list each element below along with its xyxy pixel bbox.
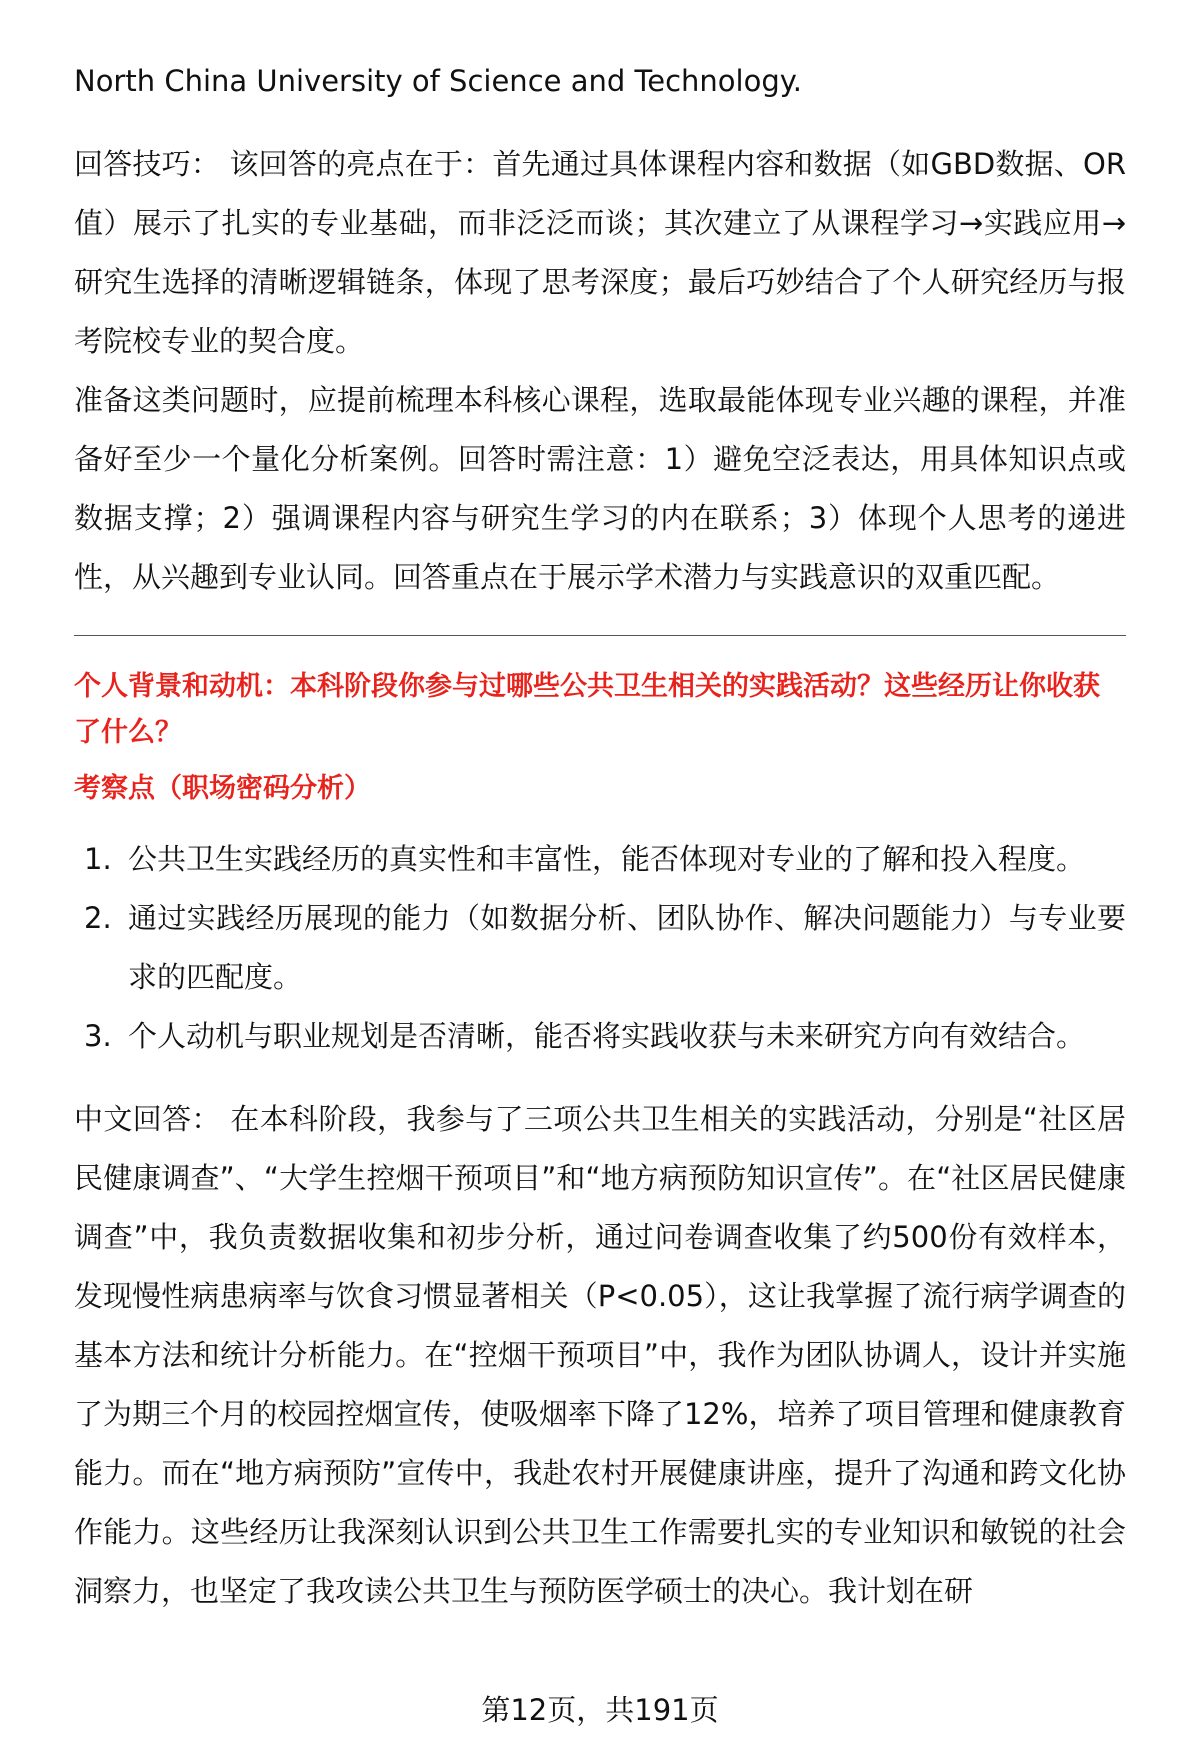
spacer <box>74 1066 1126 1090</box>
list-number: 2. <box>84 901 112 935</box>
list-number: 3. <box>84 1019 112 1053</box>
answer-tips-paragraph: 回答技巧： 该回答的亮点在于：首先通过具体课程内容和数据（如GBD数据、OR值）展示了扎实的专业基础，而非泛泛而谈；其次建立了从课程学习→实践应用→研究生选择的清晰逻辑链条，体现了思考深度；最后巧妙结合了个人研究经历与报考院校专业的契合度。 <box>74 147 1126 358</box>
preparation-advice-paragraph: 准备这类问题时，应提前梳理本科核心课程，选取最能体现专业兴趣的课程，并准备好至少一个量化分析案例。回答时需注意：1）避免空泛表达，用具体知识点或数据支撑；2）强调课程内容与研究生学习的内在联系；3）体现个人思考的递进性，从兴趣到专业认同。回答重点在于展示学术潜力与实践意识的双重匹配。 <box>74 383 1126 594</box>
list-number: 1. <box>84 842 112 876</box>
page-number-footer: 第12页，共191页 <box>481 1693 719 1727</box>
university-name-line: North China University of Science and Technology. <box>74 64 803 98</box>
chinese-answer-paragraph: 中文回答： 在本科阶段，我参与了三项公共卫生相关的实践活动，分别是“社区居民健康调查”、“大学生控烟干预项目”和“地方病预防知识宣传”。在“社区居民健康调查”中，我负责数据收集和初步分析，通过问卷调查收集了约500份有效样本，发现慢性病患病率与饮食习惯显著相关（P<0.05），这让我掌握了流行病学调查的基本方法和统计分析能力。在“控烟干预项目”中，我作为团队协调人，设计并实施了为期三个月的校园控烟宣传，使吸烟率下降了12%，培养了项目管理和健康教育能力。而在“地方病预防”宣传中，我赴农村开展健康讲座，提升了沟通和跨文化协作能力。这些经历让我深刻认识到公共卫生工作需要扎实的专业知识和敏锐的社会洞察力，也坚定了我攻读公共卫生与预防医学硕士的决心。我计划在研 <box>74 1102 1126 1608</box>
list-item-text: 通过实践经历展现的能力（如数据分析、团队协作、解决问题能力）与专业要求的匹配度。 <box>128 901 1126 994</box>
list-item <box>74 830 1126 889</box>
focus-points-list <box>74 830 1126 1066</box>
focus-points-heading: 考察点（职场密码分析） <box>74 773 371 804</box>
document-page <box>74 52 1126 1621</box>
section-divider <box>74 635 1126 636</box>
list-item-text: 公共卫生实践经历的真实性和丰富性，能否体现对专业的了解和投入程度。 <box>128 842 1086 876</box>
spacer <box>74 111 1126 135</box>
list-item <box>74 1007 1126 1066</box>
list-item-text: 个人动机与职业规划是否清晰，能否将实践收获与未来研究方向有效结合。 <box>128 1019 1086 1053</box>
question-title: 个人背景和动机：本科阶段你参与过哪些公共卫生相关的实践活动？这些经历让你收获了什么？ <box>74 671 1100 748</box>
list-item <box>74 889 1126 1007</box>
